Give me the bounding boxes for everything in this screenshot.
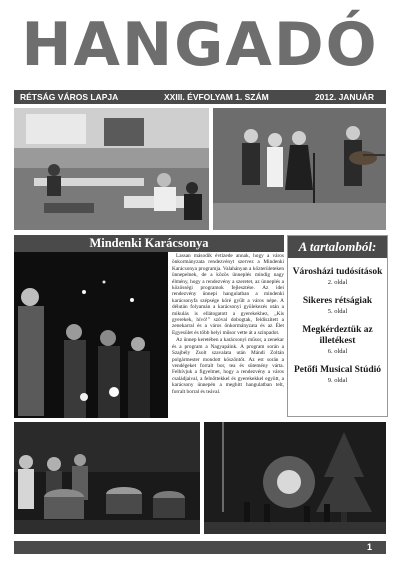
toc-item-page: 6. oldal: [327, 348, 348, 355]
article-body: [172, 253, 284, 419]
article-paragraph: Az ünnep keretében a karácsonyi műsor, a zenekar és a program a Nagyapáink. A program során a Szajbély Zsolt szavalata után Mándi Zoltán polgármester mondott köszöntőt. Az est során a vendégeket forralt bor, tea és sütemény várta. Felhívjuk a figyelmet, hogy a rendezvény a város családjaival, a felnőttekkel és gyerekekkel együtt, a karácsony ünnepén a meghitt hangulatban telt, forralt borral és teával.: [172, 337, 284, 395]
toc-item[interactable]: [288, 365, 387, 385]
toc-item-page: 9. oldal: [327, 377, 348, 384]
toc-item-title: Városházi tudósítások: [292, 267, 383, 277]
toc-item-title: Petőfi Musical Stúdió: [293, 365, 382, 375]
page-number: 1: [366, 542, 372, 552]
article-headline: Mindenki Karácsonya: [14, 235, 284, 252]
publication-subtitle: RÉTSÁG VÁROS LAPJA: [20, 92, 119, 102]
issue-volume: XXIII. ÉVFOLYAM 1. SZÁM: [164, 92, 269, 102]
toc-item-title: Sikeres rétságiak: [302, 296, 373, 306]
toc-item-title: Megkérdeztük az illetékest: [302, 325, 373, 346]
photo-christmas-tree: [204, 422, 386, 534]
newspaper-title: HANGADÓ: [21, 10, 379, 80]
toc-item-page: 5. oldal: [327, 308, 348, 315]
table-of-contents: [287, 235, 388, 417]
issue-date: 2012. JANUÁR: [314, 92, 374, 102]
photo-night-crowd: [14, 252, 168, 418]
toc-item[interactable]: [288, 325, 387, 356]
photo-musicians: [213, 108, 386, 230]
toc-item[interactable]: [288, 296, 387, 316]
toc-header: A tartalomból:: [288, 236, 387, 258]
toc-item-page: 2. oldal: [327, 279, 348, 286]
issue-banner: [14, 90, 386, 104]
masthead: [14, 10, 386, 80]
photo-outdoor-cooking: [14, 422, 200, 534]
article-paragraph: Lassan második évtizede annak, hogy a város önkormányzata rendezvényt szervez a Mindenki Karácsonya programja. Valahányan a közterületeken ünnepelnek, de a közös ünneplés mindig nagy élmény, hogy a rendezvény a szeretet, az ünneplés a közösségi programok fejlesztése. Az idei rendezvény ünnepi hangulatban a mindenki karácsonyfa szépsége köré gyűlt a város népe. A délután folyamán a karácsonyi gyülekezés után a mikulás is ellátogatott a gyerekekhez, „Kis gyerekek, hívó!” szóval dobogtak, feldíszített a zenekarral és a város önkormányzata és az Élet Egyesület és több helyi műsor vette át a színpadot.: [172, 253, 284, 336]
photo-indoor-gathering: [14, 108, 209, 230]
toc-item[interactable]: [288, 267, 387, 287]
footer-bar: [14, 541, 386, 554]
